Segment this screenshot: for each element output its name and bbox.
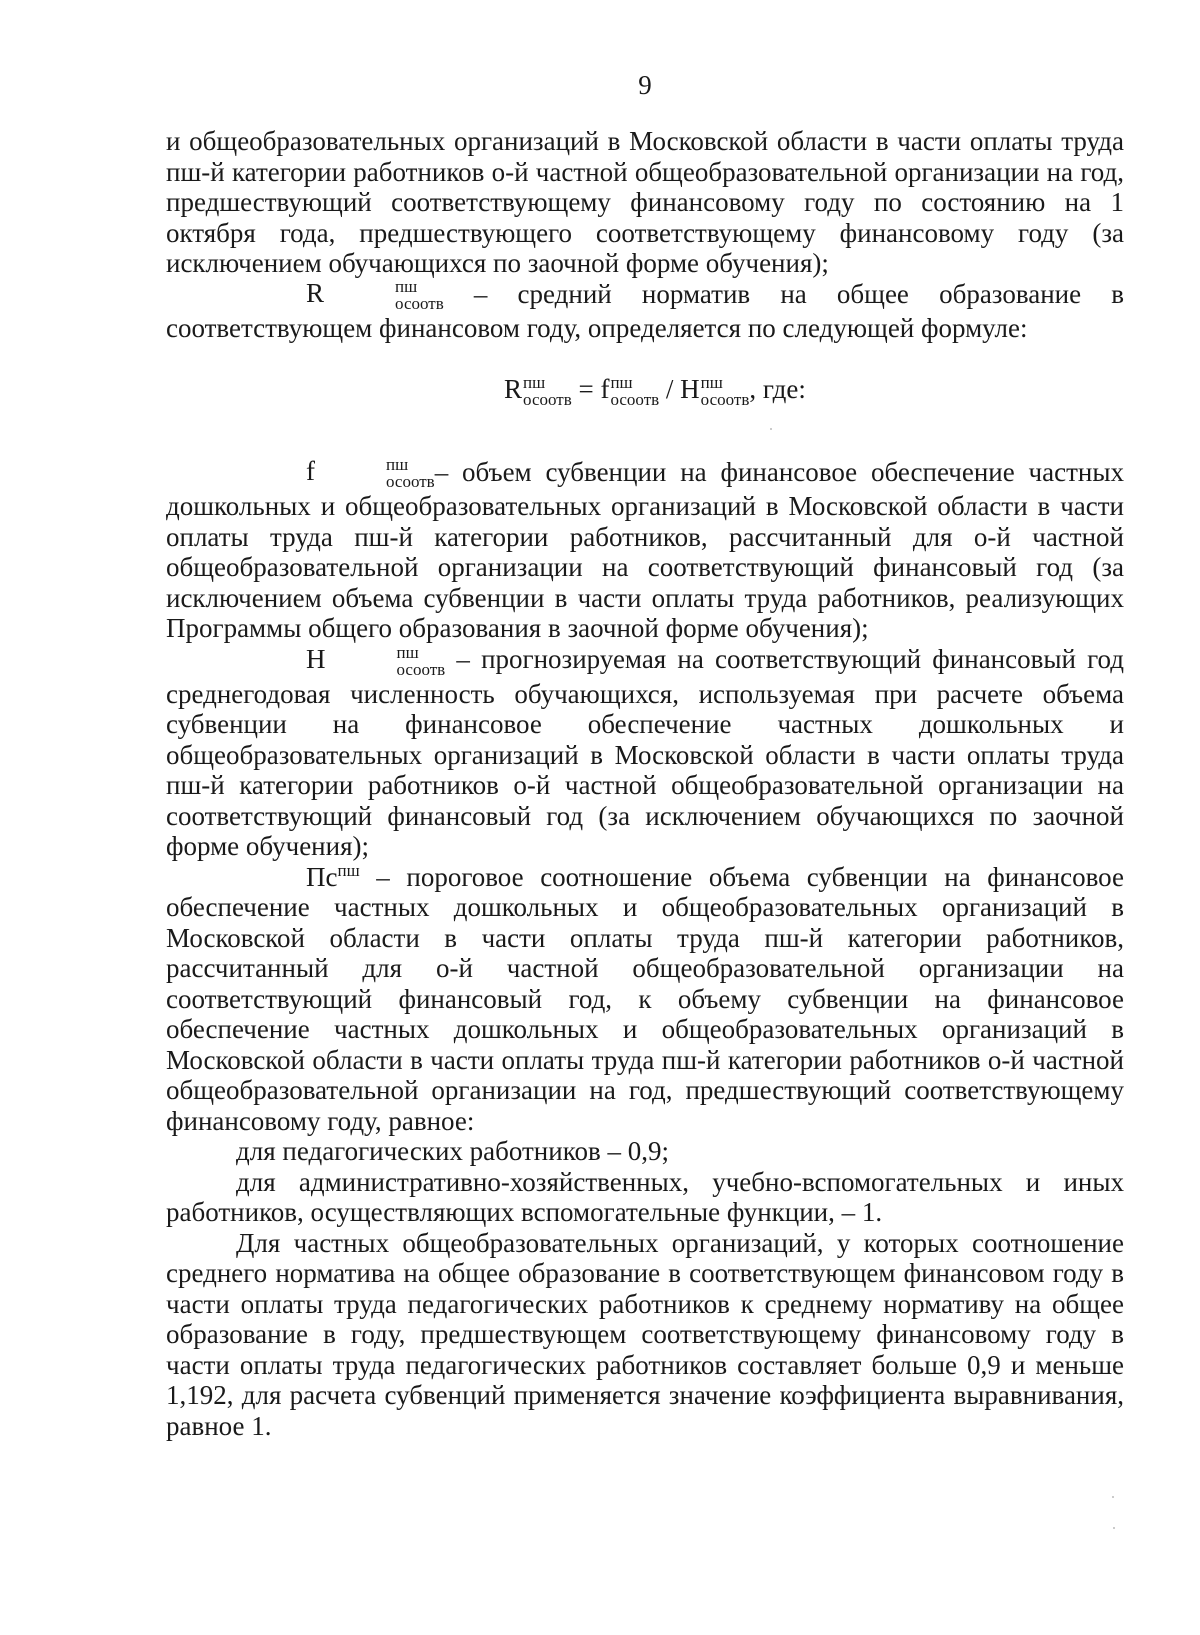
final-paragraph: Для частных общеобразовательных организаций, у которых соотношение среднего норматива на общее образование в соответствующем финансовом году в части оплаты труда педагогических работников к среднему нормативу на общее образование в году, предшествующем соответствующему финансовому году в части оплаты труда педагогических работников составляет больше 0,9 и меньше 1,192, для расчета субвенций применяется значение коэффициента выравнивания, равное 1.: [166, 1227, 1124, 1441]
symbol-h: H пш осоотв: [306, 642, 446, 679]
symbol-r: R пш осоотв: [306, 277, 444, 314]
scan-artifact: [1112, 1496, 1114, 1498]
scan-artifact: [1113, 1527, 1115, 1529]
definition-pc-paragraph: [166, 862, 1124, 1137]
scan-artifact: [770, 428, 772, 430]
definition-r-paragraph: [166, 279, 1124, 344]
continuation-paragraph: и общеобразовательных организаций в Московской области в части оплаты труда пш-й категории работников о-й частной общеобразовательной организации на год, предшествующий соответствующему финансовому году по состоянию на 1 октября года, предшествующего соответствующему финансовому году (за исключением обучающихся по заочной форме обучения);: [166, 126, 1124, 278]
definition-h-text: – прогнозируемая на соответствующий финансовый год среднегодовая численность обучающихся, используемая при расчете объема субвенции на финансовое обеспечение частных дошкольных и общеобразовательных организаций в Московской области в части оплаты труда пш-й категории работников о-й частной общеобразовательной организации на соответствующий финансовый год (за исключением обучающихся по заочной форме обучения);: [166, 643, 1124, 862]
item-other-workers: для административно-хозяйственных, учебно-вспомогательных и иных работников, осуществляющих вспомогательные функции, – 1.: [166, 1166, 1124, 1228]
symbol-pc: $Пс^{пш}$: [306, 860, 360, 892]
definition-f-paragraph: [166, 457, 1124, 644]
definition-f-text: – объем субвенции на финансовое обеспечение частных дошкольных и общеобразовательных организаций в Московской области в части оплаты труда пш-й категории работников, рассчитанный для о-й частной общеобразовательной организации на соответствующий финансовый год (за исключением объема субвенции в части оплаты труда работников, реализующих Программы общего образования в заочной форме обучения);: [166, 456, 1124, 644]
document-body: [166, 126, 1124, 1441]
definition-pc-text: – пороговое соотношение объема субвенции на финансовое обеспечение частных дошкольных и общеобразовательных организаций в Московской области в части оплаты труда пш-й категории работников, рассчитанный для о-й частной общеобразовательной организации на соответствующий финансовый год, к объему субвенции на финансовое обеспечение частных дошкольных и общеобразовательных организаций в Московской области в части оплаты труда пш-й категории работников о-й частной общеобразовательной организации на год, предшествующий соответствующему финансовому году, равное:: [166, 861, 1124, 1136]
definition-h-paragraph: [166, 644, 1124, 862]
definition-r-text: – средний норматив на общее образование в соответствующем финансовом году, определяется по следующей формуле:: [166, 278, 1124, 344]
symbol-f: f пш осоотв: [306, 455, 435, 492]
formula: R пш осоотв = f пш осоотв / H пш осоотв , где:: [504, 372, 806, 409]
symbol-r-sup: пш: [395, 277, 418, 297]
item-pedagogical: для педагогических работников – 0,9;: [236, 1136, 669, 1167]
page-number: 9: [638, 70, 652, 100]
symbol-r-sub: осоотв: [395, 294, 444, 314]
